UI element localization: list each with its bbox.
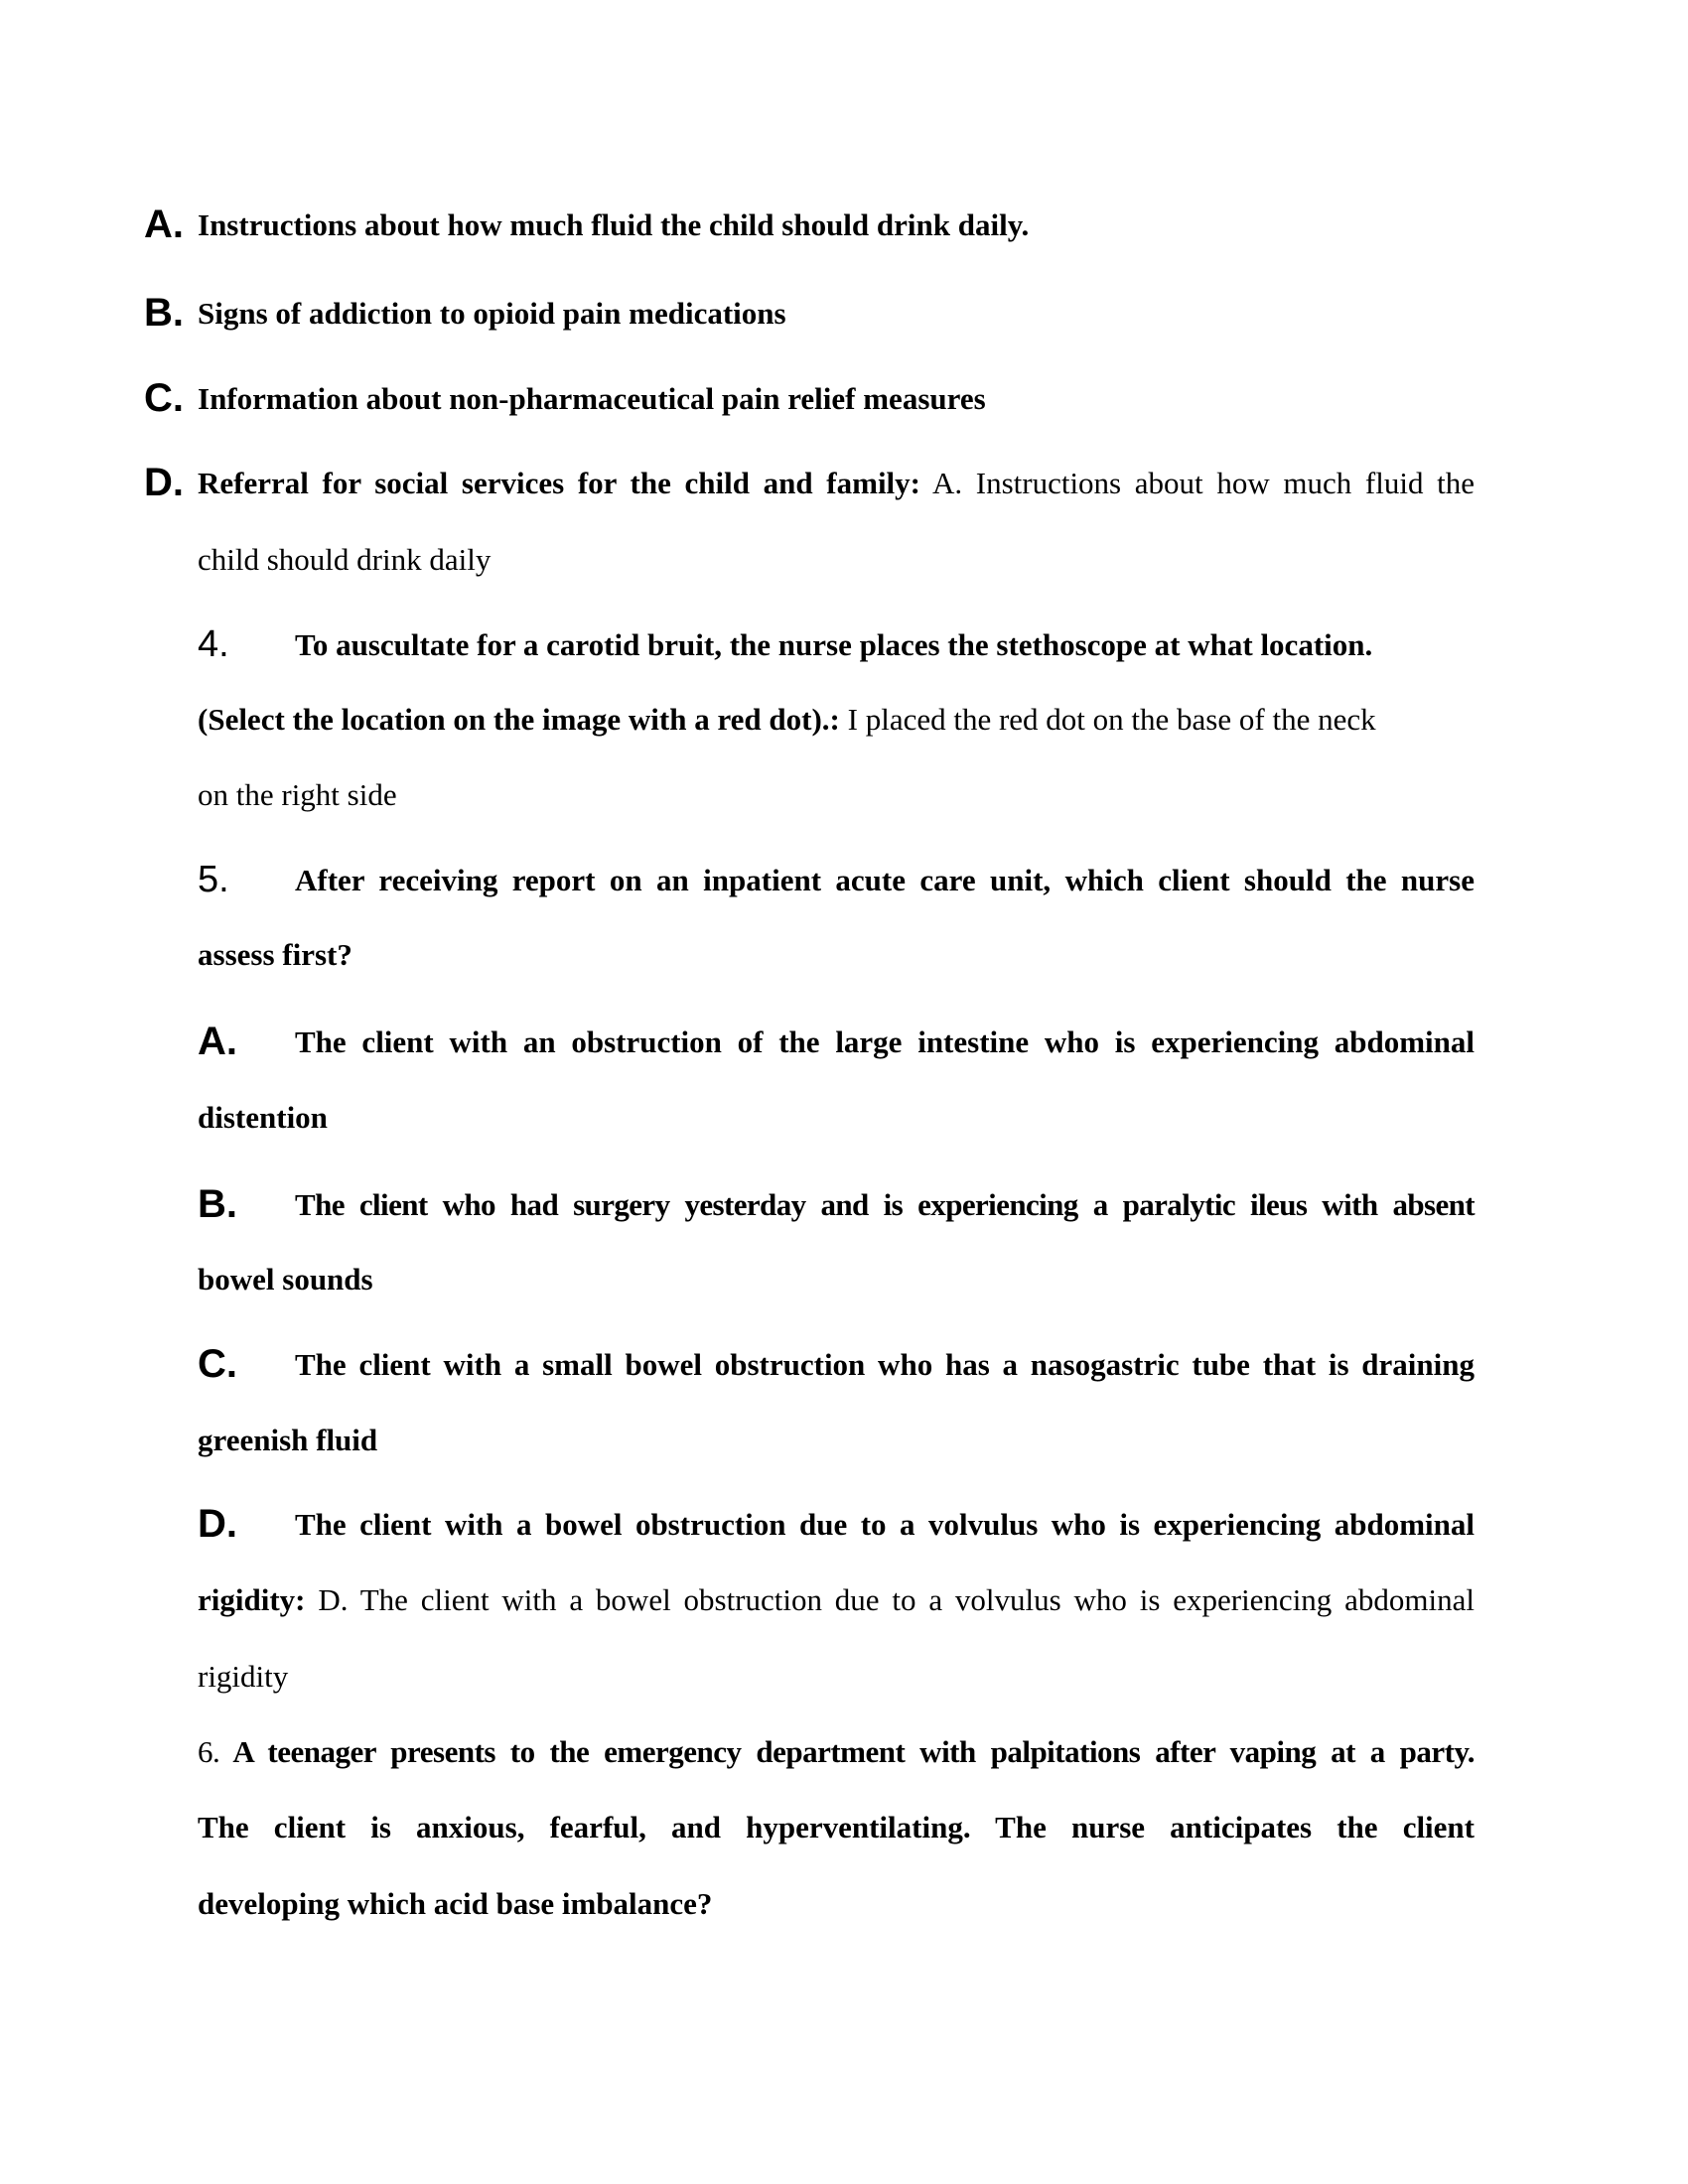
- option-text: The client who had surgery yesterday and is experiencing a paralytic ileus with absent: [295, 1187, 1475, 1222]
- option-text: Information about non-pharmaceutical pain relief measures: [198, 381, 986, 416]
- question-number: 5.: [198, 859, 229, 900]
- question-text: To auscultate for a carotid bruit, the nurse places the stethoscope at what location.: [295, 627, 1373, 662]
- option-label: A.: [144, 203, 184, 246]
- question-line: [198, 1732, 1475, 1772]
- question-text: developing which acid base imbalance?: [198, 1886, 713, 1921]
- question-text: assess first?: [198, 937, 352, 972]
- option-text: Referral for social services for the child and family:: [198, 466, 920, 500]
- option-label: C.: [198, 1342, 237, 1386]
- answer-text: A. Instructions about how much fluid the: [920, 466, 1475, 500]
- answer-text: child should drink daily: [198, 542, 492, 577]
- question-number: 6.: [198, 1734, 220, 1769]
- answer-text: D. The client with a bowel obstruction due to a volvulus who is experiencing abdominal: [305, 1582, 1475, 1617]
- answer-text: I placed the red dot on the base of the neck: [839, 702, 1376, 737]
- question-text: (Select the location on the image with a red dot).:: [198, 702, 840, 737]
- answer-text: rigidity: [198, 1659, 289, 1694]
- option-text: bowel sounds: [198, 1262, 373, 1297]
- option-label: B.: [144, 291, 184, 335]
- answer-text: on the right side: [198, 777, 397, 812]
- option-text: Instructions about how much fluid the child should drink daily.: [198, 207, 1030, 242]
- option-text: distention: [198, 1100, 328, 1135]
- option-label: B.: [198, 1182, 237, 1226]
- question-with-answer: [198, 700, 1475, 740]
- option-label: A.: [198, 1020, 237, 1063]
- question-text: A teenager presents to the emergency department with palpitations after vaping at a party.: [219, 1734, 1475, 1769]
- option-with-answer: [198, 464, 1475, 503]
- question-text: After receiving report on an inpatient acute care unit, which client should the nurse: [295, 863, 1475, 897]
- option-text: greenish fluid: [198, 1423, 378, 1457]
- option-label: D.: [198, 1502, 237, 1546]
- option-text: The client with a small bowel obstruction who has a nasogastric tube that is draining: [295, 1347, 1475, 1382]
- option-text: Signs of addiction to opioid pain medications: [198, 296, 786, 331]
- option-text: rigidity:: [198, 1582, 306, 1617]
- option-with-answer: [198, 1580, 1475, 1620]
- question-number: 4.: [198, 623, 229, 665]
- question-text: The client is anxious, fearful, and hyperventilating. The nurse anticipates the client: [198, 1810, 1475, 1844]
- option-label: C.: [144, 376, 184, 420]
- option-text: The client with an obstruction of the large intestine who is experiencing abdominal: [295, 1024, 1475, 1059]
- option-text: The client with a bowel obstruction due to a volvulus who is experiencing abdominal: [295, 1507, 1475, 1542]
- option-label: D.: [144, 461, 184, 504]
